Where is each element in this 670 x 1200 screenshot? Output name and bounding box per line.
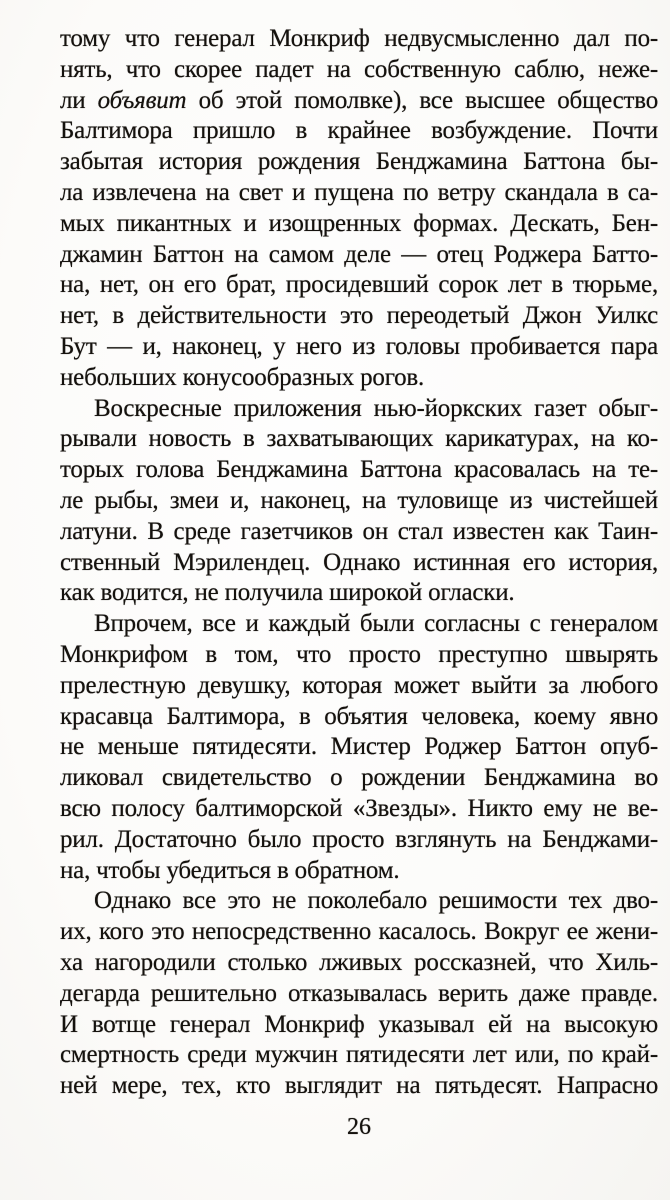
text-line bbox=[60, 640, 658, 671]
text-block bbox=[60, 24, 658, 1102]
text-run: ственный Мэрилендец. Однако истинная его история, bbox=[60, 548, 658, 576]
text-line bbox=[60, 301, 658, 332]
text-run: дегарда решительно отказывалась верить даже правде. bbox=[60, 979, 658, 1007]
text-run: ле рыбы, змеи и, наконец, на туловище из чистейшей bbox=[60, 486, 658, 514]
text-run: их, кого это непосредственно касалось. Вокруг ее жени- bbox=[60, 918, 658, 946]
text-run: прелестную девушку, которая может выйти за любого bbox=[60, 671, 658, 699]
text-run: Балтимора пришло в крайнее возбуждение. Почти bbox=[60, 117, 658, 145]
page-number: 26 bbox=[347, 1114, 371, 1140]
text-run: ли bbox=[60, 86, 98, 114]
text-run: Впрочем, все и каждый были согласны с генералом bbox=[94, 610, 658, 638]
text-run: нет, в действительности это переодетый Джон Уилкс bbox=[60, 302, 658, 330]
text-run: смертность среди мужчин пятидесяти лет или, по край- bbox=[60, 1041, 658, 1069]
text-run: об этой помолвке), все высшее общество bbox=[186, 86, 658, 114]
text-run: тому что генерал Монкриф недвусмысленно дал по- bbox=[60, 25, 658, 52]
text-run: забытая история рождения Бенджамина Баттона бы- bbox=[60, 148, 658, 176]
text-line bbox=[60, 1010, 658, 1041]
text-line bbox=[60, 517, 658, 548]
text-line bbox=[60, 24, 658, 55]
text-line bbox=[60, 55, 658, 86]
text-run: Бут — и, наконец, у него из головы пробивается пара bbox=[60, 332, 658, 360]
text-run: торых голова Бенджамина Баттона красовалась на те- bbox=[60, 456, 658, 484]
text-line bbox=[60, 917, 658, 948]
text-line bbox=[60, 332, 658, 363]
text-line bbox=[60, 548, 658, 579]
text-line bbox=[60, 424, 658, 455]
text-run: Монкрифом в том, что просто преступно швырять bbox=[60, 640, 658, 668]
text-run: мых пикантных и изощренных формах. Дескать, Бен- bbox=[60, 209, 658, 237]
text-line bbox=[60, 948, 658, 979]
text-line bbox=[60, 732, 658, 763]
text-line bbox=[60, 116, 658, 147]
text-line bbox=[60, 240, 658, 271]
text-line bbox=[60, 763, 658, 794]
italic-word: объявит bbox=[97, 86, 187, 114]
text-run: на, чтобы убедиться в обратном. bbox=[60, 856, 400, 884]
text-line bbox=[60, 825, 658, 856]
text-line bbox=[60, 671, 658, 702]
text-line bbox=[60, 702, 658, 733]
text-run: ха нагородили столько лживых россказней, что Хиль- bbox=[60, 948, 658, 976]
text-line bbox=[60, 856, 658, 887]
text-run: рил. Достаточно было просто взглянуть на Бенджами- bbox=[60, 825, 658, 853]
text-line bbox=[60, 86, 658, 117]
text-run: всю полосу балтиморской «Звезды». Никто ему не ве- bbox=[60, 794, 658, 822]
text-line bbox=[60, 147, 658, 178]
text-line bbox=[60, 270, 658, 301]
text-run: нять, что скорее падет на собственную саблю, неже- bbox=[60, 55, 658, 83]
text-run: небольших конусообразных рогов. bbox=[60, 363, 425, 391]
text-run: ликовал свидетельство о рождении Бенджамина во bbox=[60, 764, 658, 792]
text-line bbox=[60, 794, 658, 825]
text-run: красавца Балтимора, в объятия человека, коему явно bbox=[60, 702, 658, 730]
text-run: латуни. В среде газетчиков он стал известен как Таин- bbox=[60, 517, 658, 545]
text-line bbox=[60, 609, 658, 640]
text-line bbox=[60, 394, 658, 425]
text-line bbox=[60, 578, 658, 609]
text-line bbox=[60, 886, 658, 917]
text-line bbox=[60, 363, 658, 394]
text-line bbox=[60, 455, 658, 486]
text-run: ла извлечена на свет и пущена по ветру скандала в са- bbox=[60, 178, 658, 206]
text-run: Однако все это не поколебало решимости тех дво- bbox=[94, 887, 658, 915]
text-run: Воскресные приложения нью-йоркских газет обыг- bbox=[94, 394, 658, 422]
text-run: И вотще генерал Монкриф указывал ей на высокую bbox=[60, 1010, 658, 1038]
text-line bbox=[60, 979, 658, 1010]
text-run: рывали новость в захватывающих карикатурах, на ко- bbox=[60, 425, 658, 453]
text-run: как водится, не получила широкой огласки. bbox=[60, 579, 515, 607]
text-line bbox=[60, 1071, 658, 1102]
text-run: джамин Баттон на самом деле — отец Роджера Батто- bbox=[60, 240, 658, 268]
text-run: ней мере, тех, кто выглядит на пятьдесят. Напрасно bbox=[60, 1072, 658, 1100]
text-run: не меньше пятидесяти. Мистер Роджер Баттон опуб- bbox=[60, 733, 658, 761]
text-line bbox=[60, 1040, 658, 1071]
text-line bbox=[60, 209, 658, 240]
text-line bbox=[60, 178, 658, 209]
text-run: на, нет, он его брат, просидевший сорок лет в тюрьме, bbox=[60, 271, 658, 299]
text-line bbox=[60, 486, 658, 517]
